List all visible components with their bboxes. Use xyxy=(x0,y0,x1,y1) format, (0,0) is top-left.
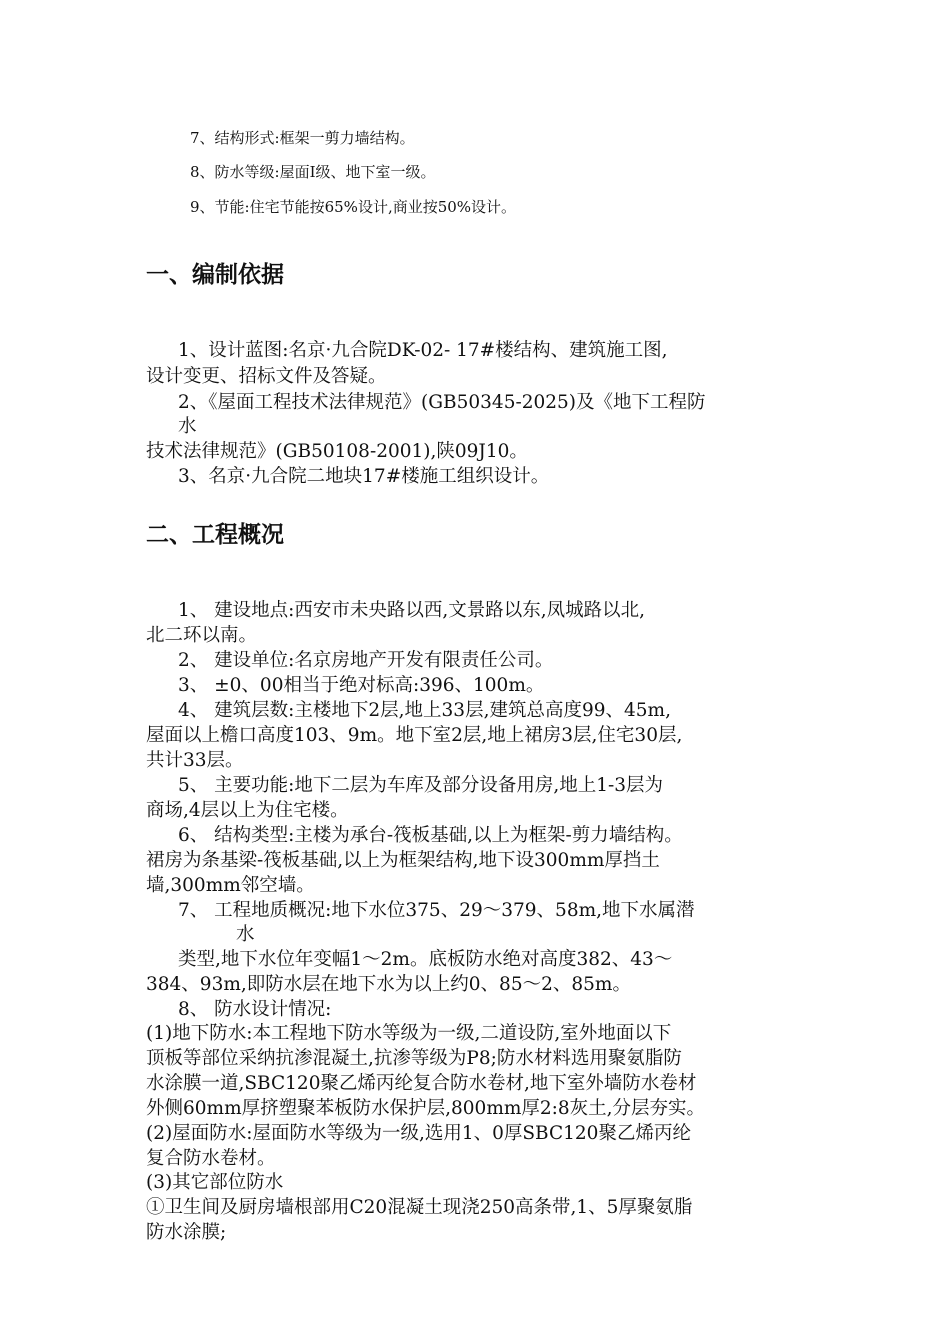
overview-line-16: 384、93m,即防水层在地下水为以上约0、85～2、85m。 xyxy=(146,974,631,995)
overview-line-1: 1、 建设地点:西安市未央路以西,文景路以东,凤城路以北, xyxy=(178,600,646,621)
intro-item-7: 7、结构形式:框架一剪力墙结构。 xyxy=(190,129,415,147)
section-heading-overview: 二、工程概况 xyxy=(146,522,284,548)
overview-line-8: 5、 主要功能:地下二层为车库及部分设备用房,地上1-3层为 xyxy=(178,775,664,796)
overview-line-13: 7、 工程地质概况:地下水位375、29～379、58m,地下水属潜 xyxy=(178,900,695,921)
overview-line-24: (3)其它部位防水 xyxy=(146,1172,284,1193)
overview-line-15: 类型,地下水位年变幅1～2m。底板防水绝对高度382、43～ xyxy=(178,949,673,970)
overview-line-25: ①卫生间及厨房墙根部用C20混凝土现浇250高条带,1、5厚聚氨脂 xyxy=(146,1197,693,1218)
overview-line-3: 2、 建设单位:名京房地产开发有限责任公司。 xyxy=(178,650,554,671)
overview-line-18: (1)地下防水:本工程地下防水等级为一级,二道设防,室外地面以下 xyxy=(146,1023,672,1044)
overview-line-23: 复合防水卷材。 xyxy=(146,1148,276,1169)
basis-line-3: 2、《屋面工程技术法律规范》(GB50345-2025)及《地下工程防 xyxy=(178,392,706,413)
intro-item-8: 8、防水等级:屋面Ⅰ级、地下室一级。 xyxy=(190,163,436,181)
section-heading-basis: 一、编制依据 xyxy=(146,262,284,288)
overview-line-26: 防水涂膜; xyxy=(146,1222,227,1243)
overview-line-10: 6、 结构类型:主楼为承台-筏板基础,以上为框架-剪力墙结构。 xyxy=(178,825,683,846)
overview-line-9: 商场,4层以上为住宅楼。 xyxy=(146,800,349,821)
overview-line-19: 顶板等部位采纳抗渗混凝土,抗渗等级为P8;防水材料选用聚氨脂防 xyxy=(146,1048,682,1069)
basis-line-6: 3、名京·九合院二地块17#楼施工组织设计。 xyxy=(178,466,550,487)
overview-line-4: 3、 ±0、00相当于绝对标高:396、100m。 xyxy=(178,675,545,696)
overview-line-5: 4、 建筑层数:主楼地下2层,地上33层,建筑总高度99、45m, xyxy=(178,700,671,721)
basis-line-5: 技术法律规范》(GB50108-2001),陕09J10。 xyxy=(146,441,528,462)
basis-line-1: 1、设计蓝图:名京·九合院DK-02- 17#楼结构、建筑施工图, xyxy=(178,340,668,361)
overview-line-20: 水涂膜一道,SBC120聚乙烯丙纶复合防水卷材,地下室外墙防水卷材 xyxy=(146,1073,697,1094)
overview-line-11: 裙房为条基梁-筏板基础,以上为框架结构,地下设300mm厚挡土 xyxy=(146,850,660,871)
intro-item-9: 9、节能:住宅节能按65%设计,商业按50%设计。 xyxy=(190,198,517,216)
overview-line-14: 水 xyxy=(236,924,255,945)
overview-line-12: 墙,300mm邻空墙。 xyxy=(146,875,315,896)
overview-line-22: (2)屋面防水:屋面防水等级为一级,选用1、0厚SBC120聚乙烯丙纶 xyxy=(146,1123,691,1144)
overview-line-6: 屋面以上檐口高度103、9m。地下室2层,地上裙房3层,住宅30层, xyxy=(146,725,683,746)
basis-line-2: 设计变更、招标文件及答疑。 xyxy=(146,366,387,387)
overview-line-21: 外侧60mm厚挤塑聚苯板防水保护层,800mm厚2:8灰土,分层夯实。 xyxy=(146,1098,706,1119)
overview-line-7: 共计33层。 xyxy=(146,750,244,771)
basis-line-4: 水 xyxy=(178,416,197,437)
overview-line-2: 北二环以南。 xyxy=(146,625,258,646)
overview-line-17: 8、 防水设计情况: xyxy=(178,999,332,1020)
